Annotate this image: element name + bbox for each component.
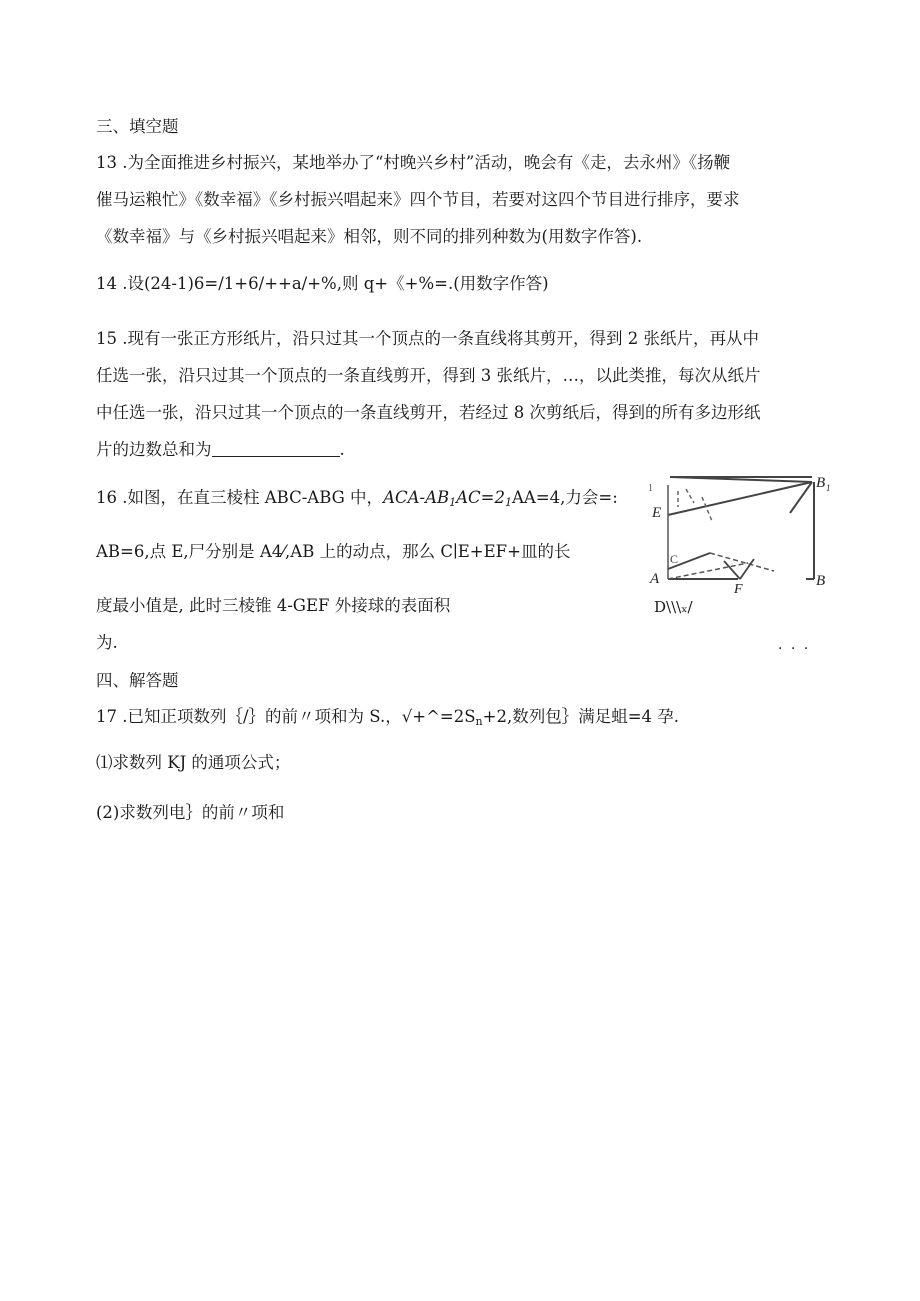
answer-blank — [212, 442, 340, 457]
q17-text-b: +2,数列包｝满足蛆=4 孕. — [482, 707, 680, 726]
edge-line — [724, 561, 740, 579]
figure-caption: D\\\ₓ/ — [654, 598, 693, 616]
q15-line-2: 任选一张，沿只过其一个顶点的一条直线剪开，得到 3 张纸片，…，以此类推，每次从纸片 — [96, 366, 761, 385]
section-3-heading: 三、填空题 — [96, 117, 179, 136]
label-b: B — [816, 573, 826, 589]
label-b1: B — [816, 475, 826, 491]
q17-text-a: 17 .已知正项数列｛/｝的前〃项和为 S.，√+^=2S — [96, 707, 476, 726]
q16-sub-2: 1 — [505, 496, 513, 509]
label-c: C — [670, 552, 679, 566]
q16-ellipsis: . . . — [778, 637, 811, 653]
dashed-line — [686, 489, 694, 503]
q15-line-1: 15 .现有一张正方形纸片，沿只过其一个顶点的一条直线将其剪开，得到 2 张纸片，再从中 — [96, 329, 759, 348]
q16-line-1 — [96, 487, 618, 514]
q15-line-3: 中任选一张，沿只过其一个顶点的一条直线剪开，若经过 8 次剪纸后，得到的所有多边形纸 — [96, 403, 761, 422]
q16-text-b: ACA-AB — [383, 488, 450, 507]
section-4-heading: 四、解答题 — [96, 671, 179, 690]
label-f: F — [734, 582, 743, 595]
q16-text-d: AA=4,力会=: — [512, 488, 618, 507]
q17-part-2: (2)求数列电｝的前〃项和 — [96, 803, 285, 822]
q15-line-4-text: 片的边数总和为 — [96, 440, 212, 459]
q17-part-1: ⑴求数列 KJ 的通项公式； — [96, 753, 291, 772]
label-b1-sub: 1 — [826, 483, 831, 493]
q16-sub-1: 1 — [449, 496, 457, 509]
q16-text-c: AC=2 — [456, 488, 506, 507]
q13-line-1: 13 .为全面推进乡村振兴，某地举办了“村晚兴乡村”活动，晚会有《走，去永州》《扬鞭 — [96, 153, 731, 172]
edge-line — [668, 482, 812, 515]
q17-sub: n — [475, 715, 483, 728]
q16-text-a: 16 .如图，在直三棱柱 ABC-ABG 中， — [96, 488, 384, 507]
q16-line-3: 度最小值是, 此时三棱锥 4-GEF 外接球的表面积 — [96, 596, 451, 615]
q17-line-1 — [96, 706, 679, 733]
q14-line-1: 14 .设(24-1)6=/1+6/++a/+%,则 q+《+%=.(用数字作答) — [96, 274, 549, 293]
dashed-line — [668, 563, 748, 579]
prism-figure — [640, 455, 840, 595]
label-1: 1 — [648, 483, 653, 494]
q13-line-2: 催马运粮忙》《数幸福》《乡村振兴唱起来》四个节目，若要对这四个节目进行排序，要求 — [96, 190, 740, 209]
label-e: E — [652, 505, 662, 521]
q13-line-3: 《数幸福》与《乡村振兴唱起来》相邻，则不同的排列种数为(用数字作答). — [96, 227, 643, 246]
q16-line-4: 为. — [96, 633, 118, 652]
q15-line-4-end: . — [339, 440, 345, 459]
q15-line-4 — [96, 439, 345, 461]
label-a: A — [650, 571, 660, 587]
q16-line-2: AB=6,点 E,尸分别是 A4⁄,AB 上的动点，那么 C∣E+EF+皿的长 — [96, 542, 571, 561]
dashed-line — [702, 497, 712, 521]
